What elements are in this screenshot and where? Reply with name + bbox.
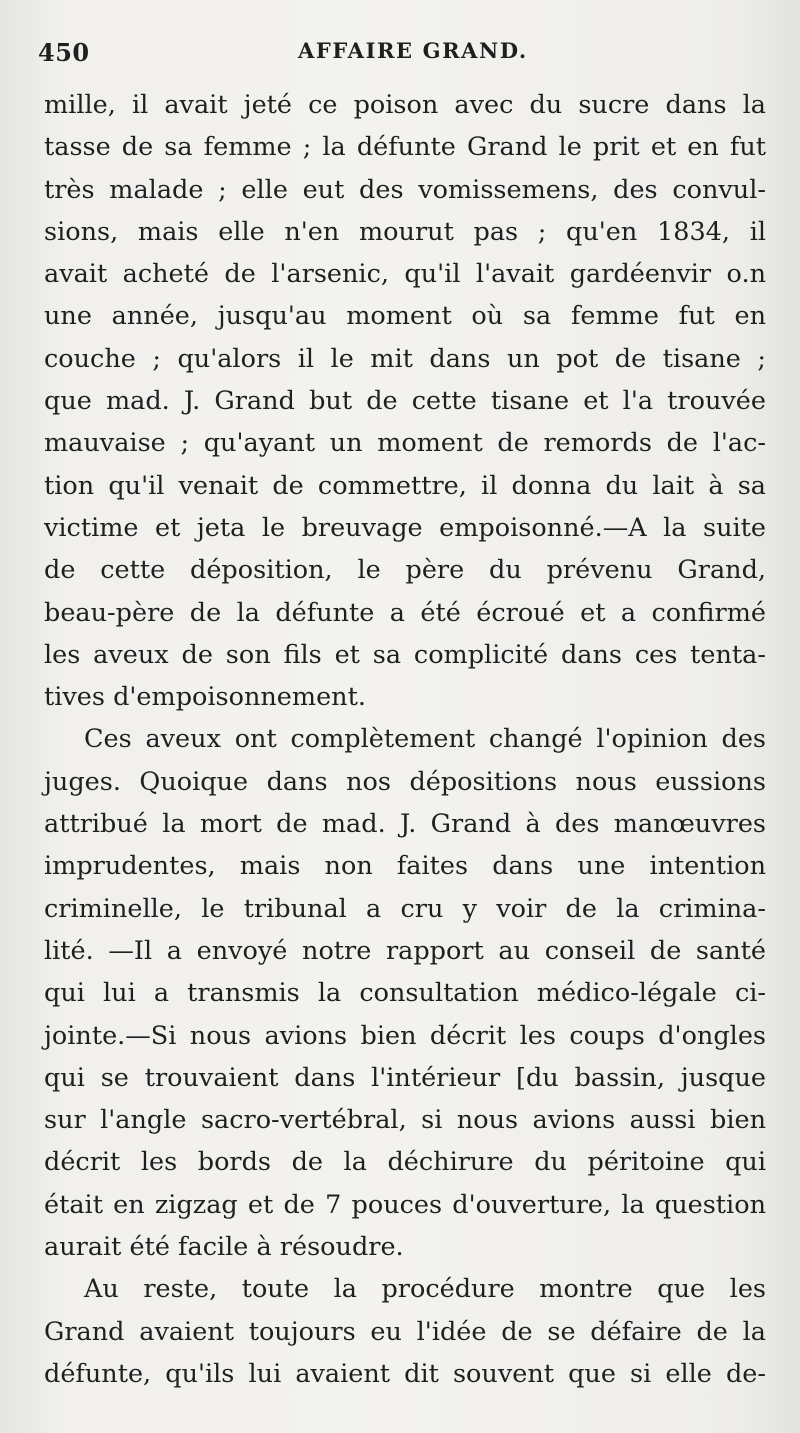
text-line: de cette déposition, le père du prévenu Grand, <box>44 555 766 586</box>
text-line: attribué la mort de mad. J. Grand à des manœuvres <box>44 809 766 840</box>
text-line: Grand avaient toujours eu l'idée de se défaire de la <box>44 1316 766 1347</box>
text-line: était en zigzag et de 7 pouces d'ouverture, la question <box>44 1189 766 1220</box>
text-line: une année, jusqu'au moment où sa femme fut en <box>44 301 766 332</box>
text-line: tives d'empoisonnement. <box>44 682 366 713</box>
text-line: qui se trouvaient dans l'intérieur [du bassin, jusque <box>44 1062 766 1093</box>
running-title: AFFAIRE GRAND. <box>298 38 528 63</box>
text-line: avait acheté de l'arsenic, qu'il l'avait gardéenvir o.n <box>44 259 766 290</box>
text-line: aurait été facile à résoudre. <box>44 1232 404 1263</box>
text-line: très malade ; elle eut des vomissemens, des convul- <box>44 174 766 205</box>
text-line: lité. —Il a envoyé notre rapport au conseil de santé <box>44 935 766 966</box>
text-line: sions, mais elle n'en mourut pas ; qu'en 1834, il <box>44 216 766 247</box>
text-line: imprudentes, mais non faites dans une intention <box>44 851 766 882</box>
text-line: juges. Quoique dans nos dépositions nous eussions <box>44 766 766 797</box>
text-line: victime et jeta le breuvage empoisonné.—A la suite <box>44 512 766 543</box>
text-line: mille, il avait jeté ce poison avec du sucre dans la <box>44 90 766 120</box>
text-line: Au reste, toute la procédure montre que les <box>84 1274 766 1305</box>
text-line: les aveux de son fils et sa complicité dans ces tenta- <box>44 639 766 670</box>
paragraph-2 <box>44 718 766 1268</box>
text-line: que mad. J. Grand but de cette tisane et l'a trouvée <box>44 386 766 417</box>
text-line: mauvaise ; qu'ayant un moment de remords de l'ac- <box>44 428 766 459</box>
page-number: 450 <box>38 38 90 67</box>
text-line: beau-père de la défunte a été écroué et a confirmé <box>44 597 766 628</box>
text-line: décrit les bords de la déchirure du péritoine qui <box>44 1147 766 1178</box>
text-line: couche ; qu'alors il le mit dans un pot de tisane ; <box>44 343 766 374</box>
paragraph-1 <box>44 84 766 718</box>
page-header <box>38 38 762 78</box>
text-line: Ces aveux ont complètement changé l'opinion des <box>84 724 766 755</box>
text-line: jointe.—Si nous avions bien décrit les coups d'ongles <box>44 1020 766 1051</box>
paragraph-3 <box>44 1268 766 1395</box>
text-line: défunte, qu'ils lui avaient dit souvent que si elle de- <box>44 1358 766 1389</box>
text-line: qui lui a transmis la consultation médico-légale ci- <box>44 978 766 1009</box>
body-text <box>44 84 766 1395</box>
text-line: sur l'angle sacro-vertébral, si nous avions aussi bien <box>44 1105 766 1136</box>
text-line: tasse de sa femme ; la défunte Grand le prit et en fut <box>44 132 766 163</box>
text-line: tion qu'il venait de commettre, il donna du lait à sa <box>44 470 766 501</box>
text-line: criminelle, le tribunal a cru y voir de la crimina- <box>44 893 766 924</box>
